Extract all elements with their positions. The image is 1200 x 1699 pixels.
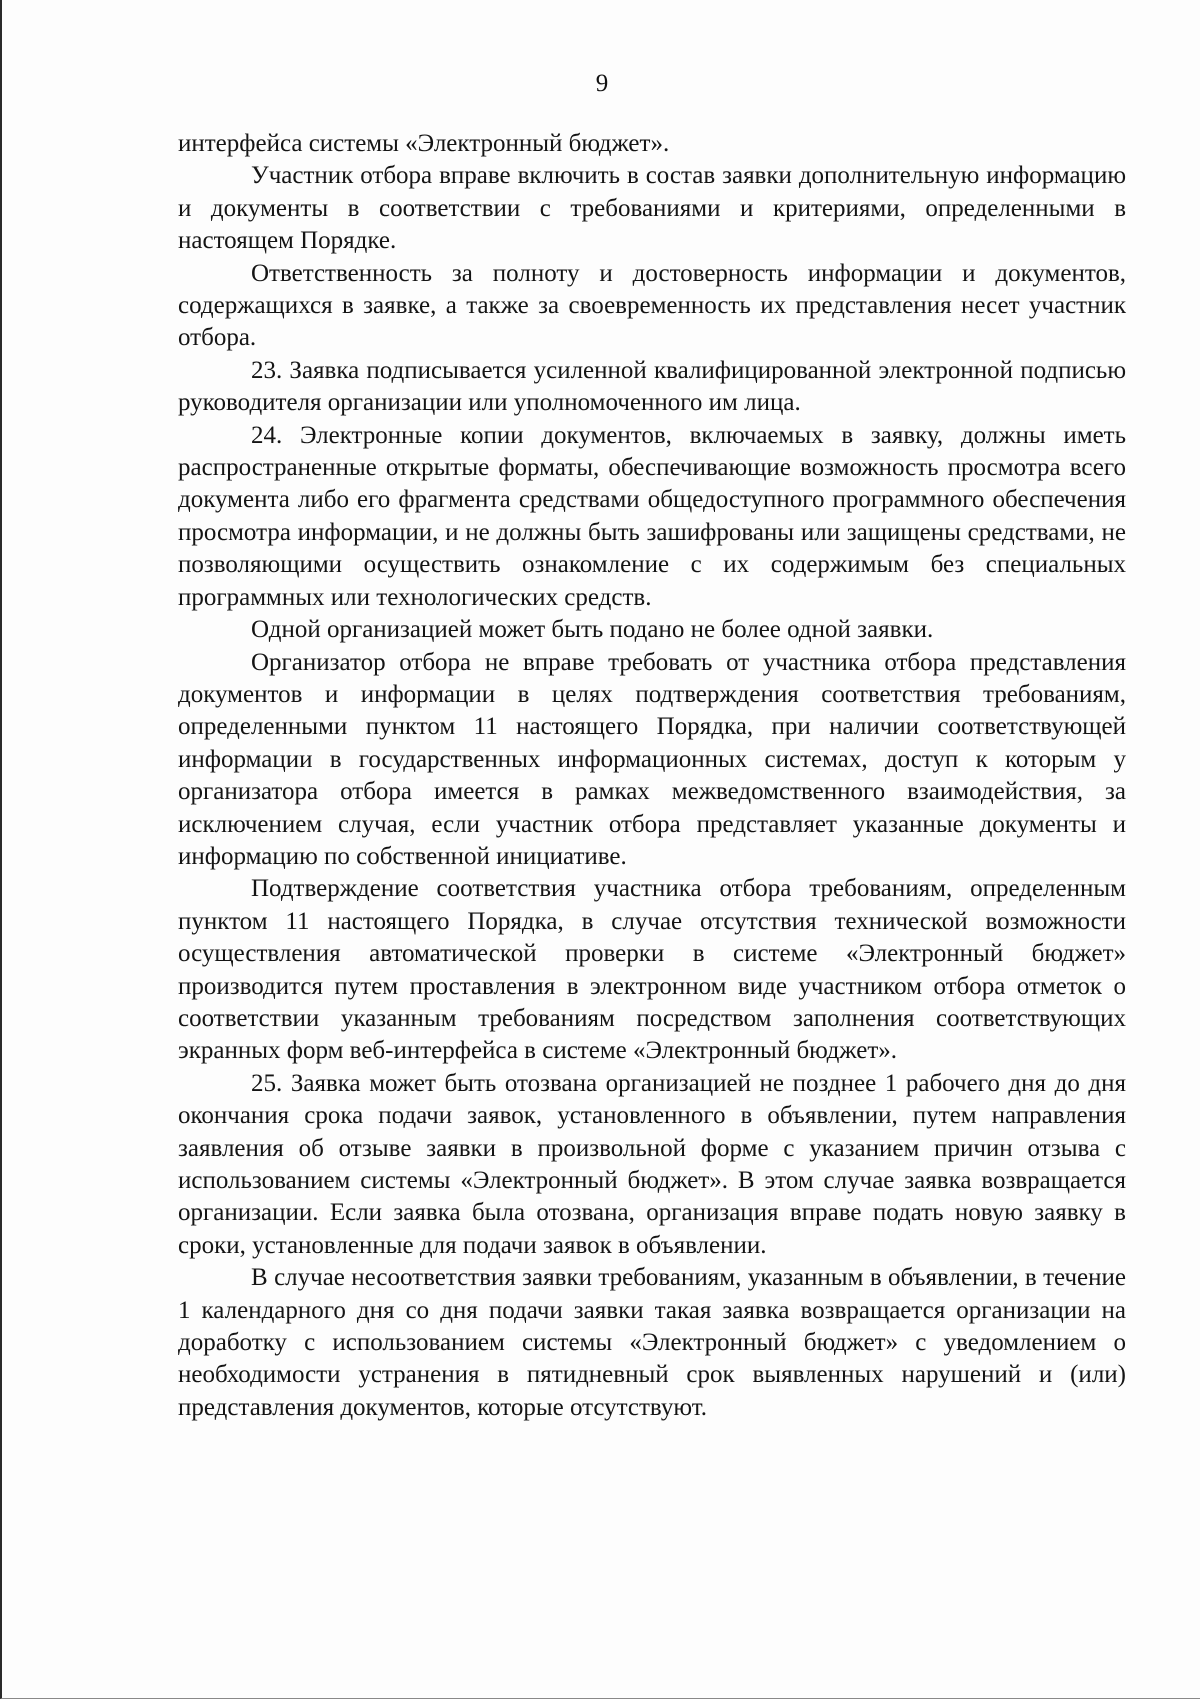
paragraph-additional-info: Участник отбора вправе включить в состав заявки дополнительную информацию и документы в соответствии с требованиями и критериями, определенными в настоящем Порядке. <box>178 162 1126 255</box>
paragraph-non-compliance: В случае несоответствия заявки требованиям, указанным в объявлении, в течение 1 календарного дня со дня подачи заявки такая заявка возвращается организации на доработку с использованием системы «Электронный бюджет» с уведомлением о необходимости устранения в пятидневный срок выявленных нарушений и (или) представления документов, которые отсутствуют. <box>178 1264 1126 1421</box>
page-number: 9 <box>595 70 609 97</box>
paragraph-item-25: 25. Заявка может быть отозвана организацией не позднее 1 рабочего дня до дня окончания срока подачи заявок, установленного в объявлении, путем направления заявления об отзыве заявки в произвольной форме с указанием причин отзыва с использованием системы «Электронный бюджет». В этом случае заявка возвращается организации. Если заявка была отозвана, организация вправе подать новую заявку в сроки, установленные для подачи заявок в объявлении. <box>178 1069 1126 1259</box>
paragraph-item-24: 24. Электронные копии документов, включаемых в заявку, должны иметь распространенные открытые форматы, обеспечивающие возможность просмотра всего документа либо его фрагмента средствами общедоступного программного обеспечения просмотра информации, и не должны быть зашифрованы или защищены средствами, не позволяющими осуществить ознакомление с их содержимым без специальных программных или технологических средств. <box>178 421 1126 611</box>
paragraph-organizer-rights: Организатор отбора не вправе требовать от участника отбора представления документов и информации в целях подтверждения соответствия требованиям, определенными пунктом 11 настоящего Порядка, при наличии соответствующей информации в государственных информационных системах, доступ к которым у организатора отбора имеется в рамках межведомственного взаимодействия, за исключением случая, если участник отбора представляет указанные документы и информацию по собственной инициативе. <box>178 648 1126 870</box>
document-body <box>178 128 1126 1424</box>
paragraph-one-application: Одной организацией может быть подано не более одной заявки. <box>251 616 934 644</box>
paragraph-responsibility: Ответственность за полноту и достоверность информации и документов, содержащихся в заявке, а также за своевременность их представления несет участник отбора. <box>178 259 1126 352</box>
paragraph-item-23: 23. Заявка подписывается усиленной квалифицированной электронной подписью руководителя организации или уполномоченного им лица. <box>178 356 1126 417</box>
paragraph-confirmation: Подтверждение соответствия участника отбора требованиям, определенным пунктом 11 настоящего Порядка, в случае отсутствия технической возможности осуществления автоматической проверки в системе «Электронный бюджет» производится путем проставления в электронном виде участником отбора отметок о соответствии указанным требованиям посредством заполнения соответствующих экранных форм веб-интерфейса в системе «Электронный бюджет». <box>178 875 1126 1065</box>
paragraph-continuation: интерфейса системы «Электронный бюджет». <box>178 130 670 157</box>
